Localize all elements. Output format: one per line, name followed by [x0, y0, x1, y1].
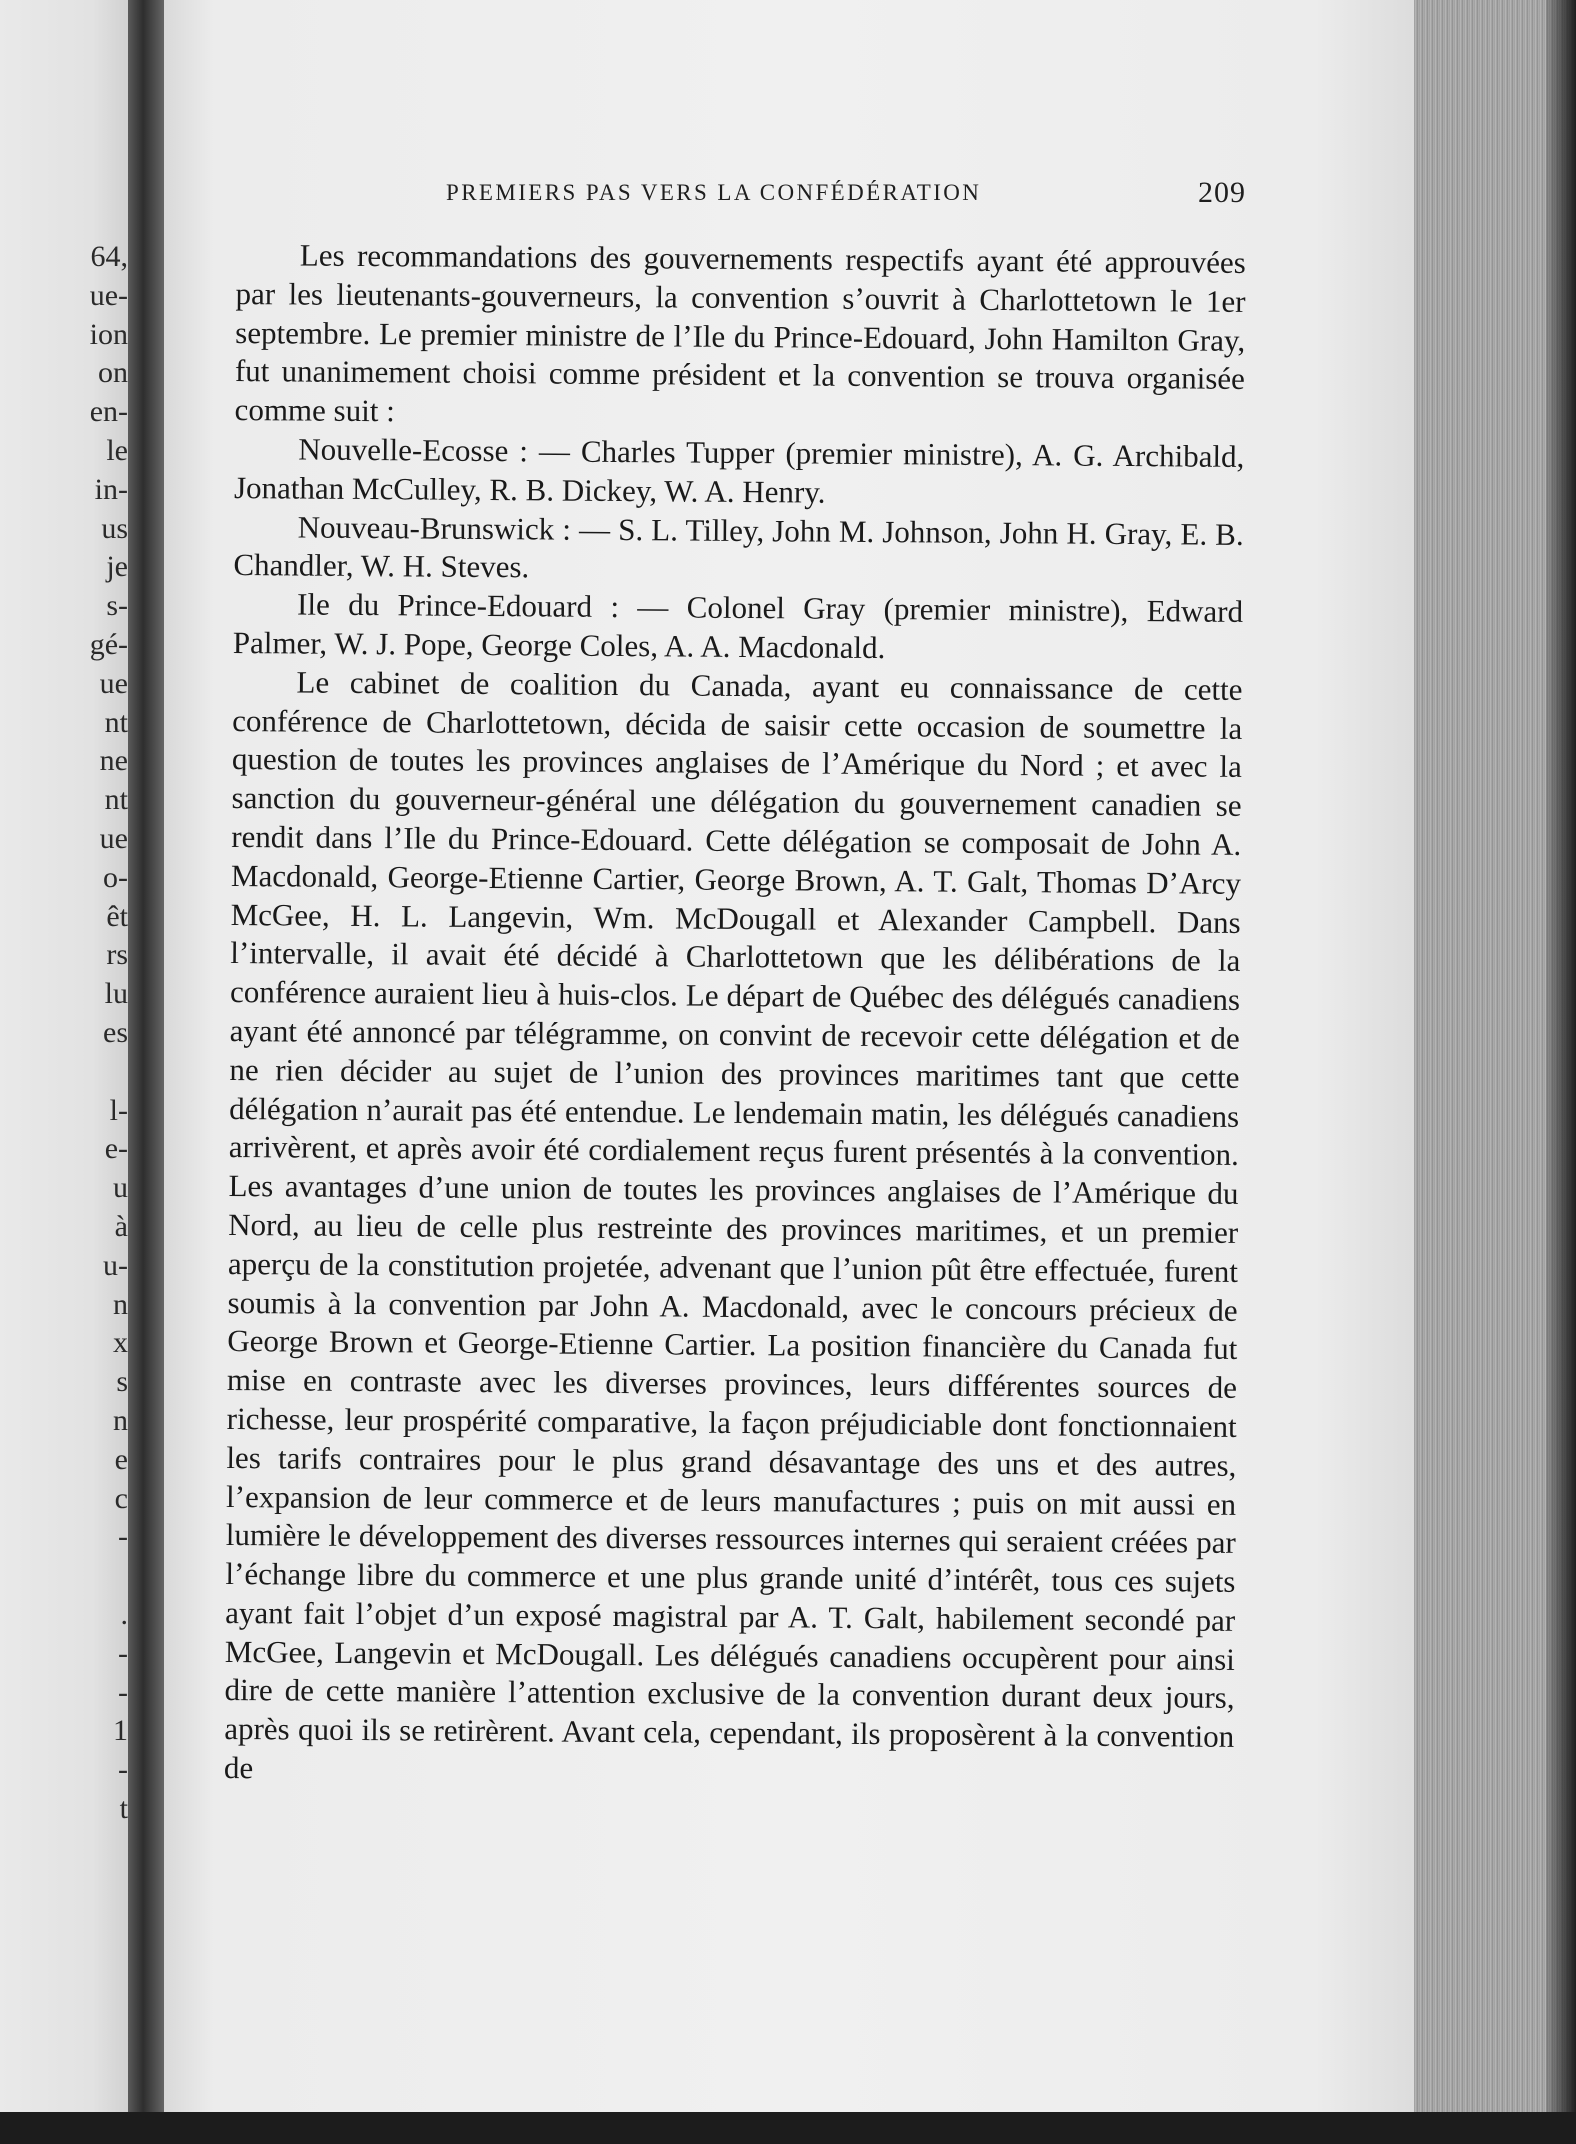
left-page-fragment: 1	[113, 1714, 128, 1748]
left-page-fragment: s-	[106, 589, 128, 623]
book-gutter	[128, 0, 166, 2144]
left-page-fragment: es	[103, 1016, 128, 1049]
left-page-fragment: e	[114, 1442, 128, 1476]
paragraph-ile-du-prince-edouard: Ile du Prince-Edouard : — Colonel Gray (premier ministre), Edward Palmer, W. J. Pope, George Coles, A. A. Macdonald.	[232, 586, 1244, 666]
page-header	[236, 176, 1246, 220]
left-page-fragment: ue	[99, 666, 128, 700]
paragraph-cabinet-coalition: Le cabinet de coalition du Canada, ayant eu connaissance de cette conférence de Charlottetown, décida de saisir cette occasion de soumettre la question de toutes les provinces anglaises de l’Amérique du Nord ; et avec la sanction du gouverneur-général une délégation du gouvernement canadien se rendit dans l’Ile du Prince-Edouard. Cette délégation se composait de John A. Macdonald, George-Etienne Cartier, George Brown, A. T. Galt, Thomas D’Arcy McGee, H. L. Langevin, Wm. McDougall et Alexander Campbell. Dans l’intervalle, il avait été décidé à Charlottetown que les délibérations de la conférence auraient lieu à huis-clos. Le départ de Québec des délégués canadiens ayant été annoncé par télégramme, on convint de recevoir cette délégation et de ne rien décider au sujet de l’union des provinces maritimes tant que cette délégation n’aurait pas été entendue. Le lendemain matin, les délégués canadiens arrivèrent, et après avoir été cordialement reçus furent présentés à la convention. Les avantages d’une union de toutes les provinces anglaises de l’Amérique du Nord, au lieu de celle plus restreinte des provinces maritimes, et un premier aperçu de la constitution projetée, advenant que l’union pût être effectuée, furent soumis à la convention par John A. Macdonald, avec le concours précieux de George Brown et George-Etienne Cartier. La position financière du Canada fut mise en contraste avec les diverses provinces, leurs différentes sources de richesse, leur prospérité comparative, la façon préjudiciable dont fonctionnaient les tarifs contraires pour le plus grand désavantage des uns et des autres, l’expansion de leur commerce et de leurs manufactures ; puis on mit aussi en lumière le développement des diverses ressources internes qui seraient créées par l’échange libre du commerce et une plus grande unité d’intérêt, tous ces sujets ayant fait l’objet d’un exposé magistral par A. T. Galt, habilement secondé par McGee, Langevin et McDougall. Les délégués canadiens occupèrent pour ainsi dire de cette manière l’attention exclusive de la convention durant deux jours, après quoi ils se retirèrent. Avant cela, cependant, ils proposèrent à la convention de	[223, 664, 1243, 1786]
left-page-fragment: ue-	[89, 278, 128, 312]
running-head: PREMIERS PAS VERS LA CONFÉDÉRATION	[446, 180, 982, 205]
left-page-fragment: nt	[104, 783, 128, 817]
left-page-fragment: .	[120, 1598, 128, 1631]
paragraph-nouveau-brunswick: Nouveau-Brunswick : — S. L. Tilley, John M. Johnson, John H. Gray, E. B. Chandler, W. H. Steves.	[233, 509, 1244, 585]
left-page-fragment: -	[118, 1753, 128, 1787]
left-page-fragment: ue	[99, 822, 128, 855]
page-number: 209	[1198, 176, 1246, 209]
left-page-fragment: le	[106, 434, 128, 467]
left-page-fragment: nt	[104, 705, 128, 739]
left-page-fragment: lu	[104, 977, 128, 1011]
left-page-fragment: en-	[89, 395, 128, 429]
left-page-fragment: c	[114, 1481, 128, 1515]
body-text	[224, 236, 1246, 1796]
left-page-fragment: l-	[109, 1093, 128, 1127]
left-page-fragment: u-	[103, 1248, 128, 1282]
left-page-fragment: ion	[89, 317, 128, 351]
left-page-fragment: us	[101, 511, 128, 545]
left-page-fragment: x	[113, 1326, 128, 1360]
left-page-fragment: je	[106, 550, 128, 584]
left-page-fragment: à	[114, 1210, 128, 1243]
left-page-fragment: -	[118, 1520, 128, 1554]
left-page-fragment: t	[119, 1792, 128, 1825]
left-page-fragment: n	[113, 1287, 128, 1321]
left-page-fragment: u	[113, 1171, 128, 1205]
bottom-shadow	[0, 2112, 1576, 2144]
left-page-fragment: êt	[106, 899, 128, 933]
left-page-fragment: n	[113, 1404, 128, 1437]
left-page-fragment: rs	[106, 938, 128, 972]
left-page-fragment: s	[116, 1365, 128, 1399]
left-page-fragment: e-	[104, 1132, 128, 1166]
left-page-fragment: in-	[94, 472, 128, 506]
paragraph-intro: Les recommandations des gouvernements respectifs ayant été approuvées par les lieutenants-gouverneurs, la convention s’ouvrit à Charlottetown le 1er septembre. Le premier ministre de l’Ile du Prince-Edouard, John Hamilton Gray, fut unanimement choisi comme président et la convention se trouva organisée comme suit :	[234, 237, 1246, 429]
left-page-fragment: -	[118, 1675, 128, 1709]
left-page-fragment: -	[118, 1636, 128, 1670]
left-page-fragment: ne	[99, 744, 128, 778]
page-edges	[1414, 0, 1576, 2144]
paragraph-nouvelle-ecosse: Nouvelle-Ecosse : — Charles Tupper (premier ministre), A. G. Archibald, Jonathan McCulley, R. B. Dickey, W. A. Henry.	[233, 431, 1245, 510]
left-page-fragment: 64,	[90, 240, 128, 273]
left-page-text-fragments	[0, 0, 132, 2144]
left-page-fragment: on	[98, 356, 128, 390]
left-page-fragment: gé-	[89, 628, 128, 661]
left-page-fragment: o-	[103, 860, 128, 894]
